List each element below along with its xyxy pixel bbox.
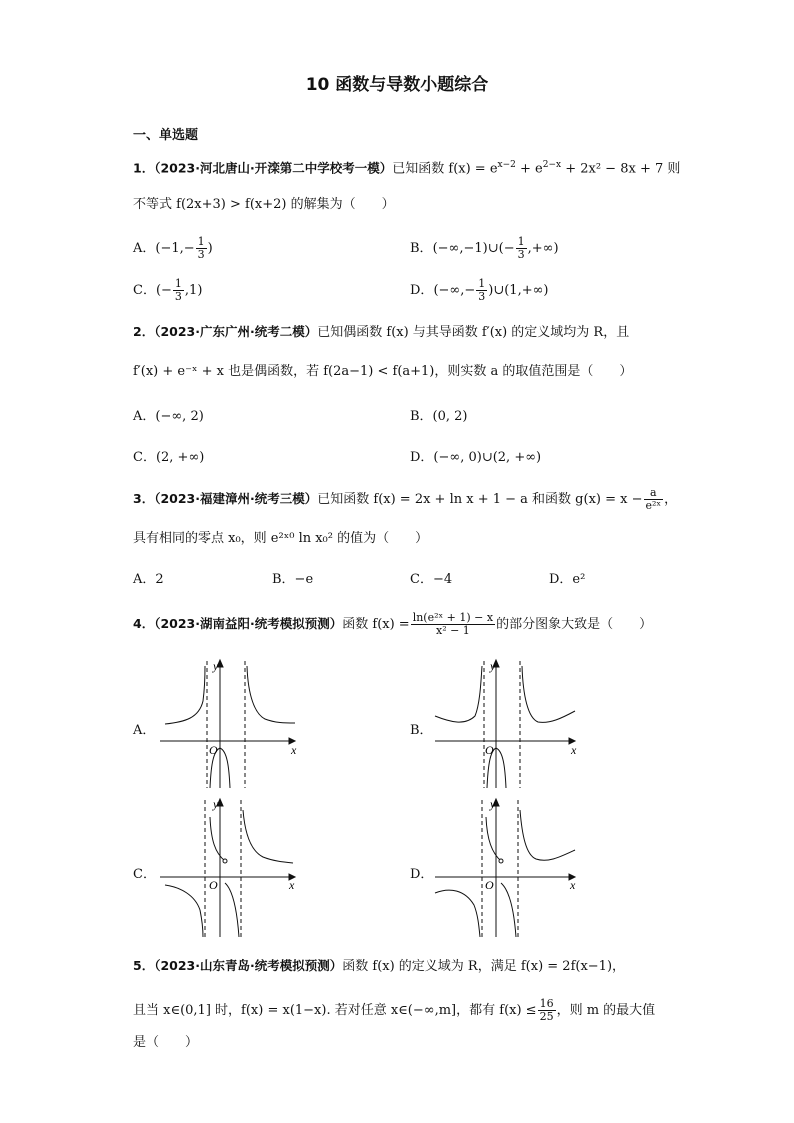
q1-b-post: ,+∞) bbox=[527, 241, 559, 256]
q1-d-frac bbox=[476, 278, 487, 303]
curve-right bbox=[243, 810, 293, 863]
q1-option-a[interactable] bbox=[133, 236, 213, 261]
curve-left bbox=[165, 885, 203, 937]
q3-frac bbox=[644, 487, 664, 512]
curve-mid-lower bbox=[225, 883, 239, 937]
q1-a-pre: (−1,− bbox=[155, 241, 195, 256]
q1-d-num: 1 bbox=[478, 277, 486, 290]
q3-option-c[interactable]: C．−4 bbox=[410, 572, 453, 587]
q3-option-d[interactable]: D．e² bbox=[549, 572, 586, 587]
curve-left bbox=[435, 890, 480, 937]
q1-b-den: 3 bbox=[517, 248, 525, 261]
q5-frac-den: 25 bbox=[539, 1010, 554, 1023]
q1-option-d[interactable] bbox=[410, 278, 549, 303]
q1-d-label: D． bbox=[410, 283, 434, 298]
q1-c-post: ,1) bbox=[184, 283, 203, 298]
q4-text-b: 的部分图象大致是（ ） bbox=[496, 617, 653, 632]
q1-text-a: 已知函数 f(x) = e bbox=[392, 161, 498, 177]
q5-number: 5． bbox=[133, 958, 155, 973]
q1-d-den: 3 bbox=[478, 290, 486, 303]
q5-frac bbox=[538, 998, 556, 1023]
y-label: y bbox=[213, 797, 219, 811]
q1-d-post: )∪(1,+∞) bbox=[488, 283, 549, 298]
q1-line1 bbox=[133, 156, 680, 178]
curve-right bbox=[247, 666, 295, 723]
q2-option-a[interactable]: A．(−∞, 2) bbox=[133, 409, 204, 424]
q1-plus1: + e bbox=[515, 161, 543, 177]
q5-text2a: 且当 x∈(0,1] 时，f(x) = x(1−x). 若对任意 x∈(−∞,m]，都有 f(x) ≤ bbox=[133, 1003, 537, 1018]
q4-graph-c bbox=[155, 795, 305, 940]
q2-option-b[interactable]: B．(0, 2) bbox=[410, 409, 468, 424]
q1-a-frac bbox=[196, 236, 207, 261]
curve-right bbox=[522, 666, 575, 722]
origin-label: O bbox=[485, 878, 494, 892]
q3-frac-num: a bbox=[644, 487, 664, 500]
q2-source: （2023·广东广州·统考二模） bbox=[154, 324, 318, 339]
q4-option-b[interactable]: B． bbox=[410, 723, 433, 738]
q3-line2: 具有相同的零点 x₀，则 e²ˣ⁰ ln x₀² 的值为（ ） bbox=[133, 531, 429, 546]
q2-line2: f′(x) + e⁻ˣ + x 也是偶函数，若 f(2a−1) < f(a+1)，则实数 a 的取值范围是（ ） bbox=[133, 364, 633, 379]
q1-text-b: + 2x² − 8x + 7 则 bbox=[561, 161, 681, 177]
q3-number: 3． bbox=[133, 491, 155, 506]
q5-frac-num: 16 bbox=[539, 997, 554, 1010]
q5-line2 bbox=[133, 998, 655, 1023]
curve-right bbox=[520, 810, 575, 860]
origin-label: O bbox=[209, 878, 218, 892]
q3-text1a: 已知函数 f(x) = 2x + ln x + 1 − a 和函数 g(x) = x − bbox=[317, 492, 643, 507]
y-label: y bbox=[490, 659, 496, 673]
q4-text-a: 函数 f(x) = bbox=[342, 617, 410, 632]
q3-option-b[interactable]: B．−e bbox=[272, 572, 314, 587]
x-label: x bbox=[291, 743, 297, 757]
q3-option-a[interactable]: A．2 bbox=[133, 572, 164, 587]
q1-a-num: 1 bbox=[197, 235, 205, 248]
q2-option-d[interactable]: D．(−∞, 0)∪(2, +∞) bbox=[410, 450, 542, 465]
q1-number: 1． bbox=[133, 160, 155, 176]
curve-left bbox=[165, 666, 205, 724]
open-point bbox=[223, 859, 227, 863]
q1-c-den: 3 bbox=[174, 290, 182, 303]
q1-c-pre: (− bbox=[155, 283, 172, 298]
q1-line2: 不等式 f(2x+3) > f(x+2) 的解集为（ ） bbox=[133, 197, 395, 212]
q5-text2b: ，则 m 的最大值 bbox=[556, 1003, 656, 1018]
q2-line1 bbox=[133, 323, 629, 342]
q2-text1: 已知偶函数 f(x) 与其导函数 f′(x) 的定义域均为 R，且 bbox=[317, 325, 630, 340]
q3-frac-den: e²ˣ bbox=[645, 499, 662, 512]
q4-source: （2023·湖南益阳·统考模拟预测） bbox=[154, 616, 343, 631]
q4-option-c[interactable]: C． bbox=[133, 867, 156, 882]
section-heading: 一、单选题 bbox=[133, 128, 199, 143]
q1-b-label: B． bbox=[410, 241, 433, 256]
q1-c-label: C． bbox=[133, 283, 156, 298]
x-label: x bbox=[570, 878, 576, 892]
q4-frac-den: x² − 1 bbox=[435, 624, 470, 637]
q4-frac bbox=[411, 612, 495, 637]
q1-a-label: A． bbox=[133, 241, 156, 256]
q4-option-a[interactable]: A． bbox=[133, 723, 156, 738]
q1-source: （2023·河北唐山·开滦第二中学校考一模） bbox=[154, 160, 393, 176]
q1-a-post: ) bbox=[207, 241, 213, 256]
q4-frac-num: ln(e²ˣ + 1) − x bbox=[412, 611, 494, 624]
open-point bbox=[499, 859, 503, 863]
q1-a-den: 3 bbox=[197, 248, 205, 261]
q3-line1 bbox=[133, 487, 677, 512]
q1-sup2: 2−x bbox=[542, 160, 562, 170]
q1-d-pre: (−∞,− bbox=[433, 283, 476, 298]
q4-number: 4． bbox=[133, 616, 155, 631]
q2-number: 2． bbox=[133, 324, 155, 339]
curve-mid-lower bbox=[501, 883, 516, 937]
q5-text1: 函数 f(x) 的定义域为 R，满足 f(x) = 2f(x−1)， bbox=[342, 959, 626, 974]
q4-graph-a bbox=[155, 656, 305, 791]
curve-left bbox=[435, 666, 482, 722]
q2-option-c[interactable]: C．(2, +∞) bbox=[133, 450, 205, 465]
q3-text1b: ， bbox=[664, 492, 678, 507]
q5-line3: 是（ ） bbox=[133, 1035, 199, 1050]
q4-graph-b bbox=[430, 656, 585, 791]
q3-source: （2023·福建漳州·统考三模） bbox=[154, 491, 318, 506]
q4-graph-d bbox=[430, 795, 585, 940]
y-label: y bbox=[490, 797, 496, 811]
q1-option-c[interactable] bbox=[133, 278, 202, 303]
q4-option-d[interactable]: D． bbox=[410, 867, 434, 882]
q5-source: （2023·山东青岛·统考模拟预测） bbox=[154, 958, 343, 973]
x-label: x bbox=[289, 878, 295, 892]
q4-line1 bbox=[133, 612, 652, 637]
q5-line1 bbox=[133, 957, 625, 976]
y-label: y bbox=[213, 659, 219, 673]
curve-mid-upper bbox=[486, 817, 501, 861]
q1-c-frac bbox=[173, 278, 184, 303]
page-title: 10 函数与导数小题综合 bbox=[305, 75, 489, 95]
q1-option-b[interactable] bbox=[410, 236, 559, 261]
origin-label: O bbox=[485, 743, 494, 757]
curve-mid-upper bbox=[210, 817, 225, 861]
q1-b-frac bbox=[516, 236, 527, 261]
origin-label: O bbox=[209, 743, 218, 757]
q1-b-num: 1 bbox=[517, 235, 525, 248]
q1-sup1: x−2 bbox=[497, 160, 516, 170]
x-label: x bbox=[571, 743, 577, 757]
q1-c-num: 1 bbox=[174, 277, 182, 290]
q1-b-pre: (−∞,−1)∪(− bbox=[432, 241, 515, 256]
